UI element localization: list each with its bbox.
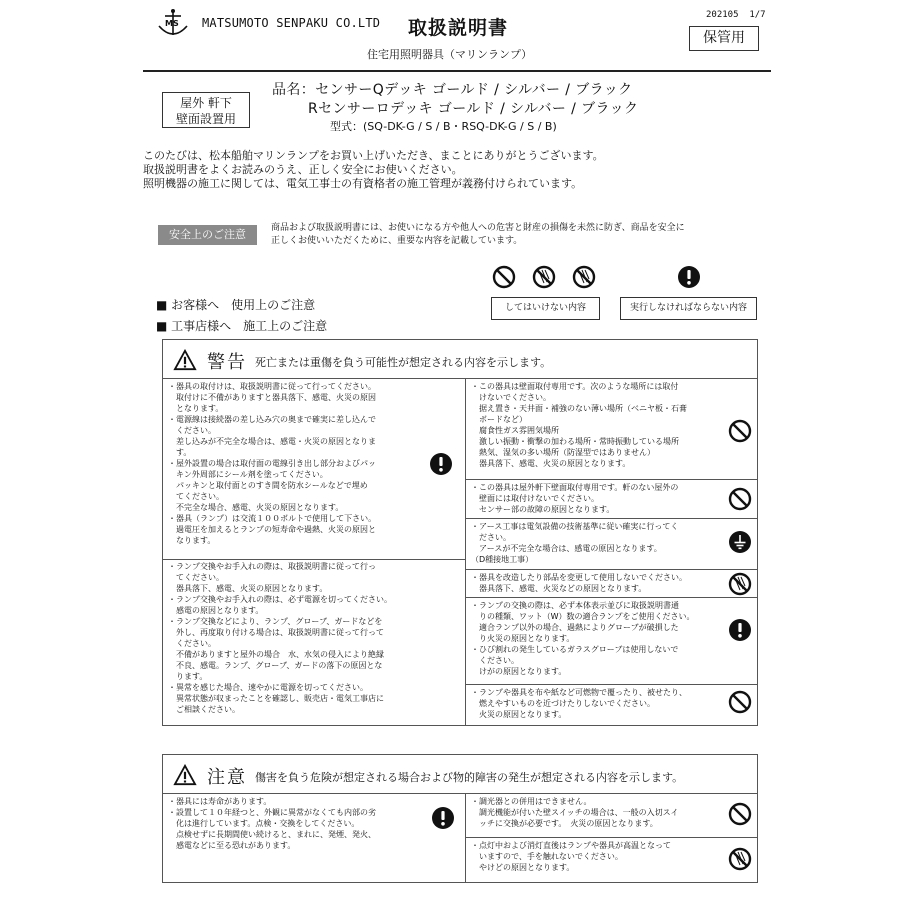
product-name-2: Rセンサーロデッキ ゴールド / シルバー / ブラック <box>308 101 639 117</box>
caution-left-text: ・器具には寿命があります。 ・設置して１０年経つと、外観に異常がなくても内部の劣 化は進行しています。点検・交換をしてください。 点検せずに長期間使い続けると、まれに、発煙、発火、 感電などに至る恐れがあります。 <box>168 797 376 850</box>
warning-triangle-icon <box>173 349 197 371</box>
caution-triangle-icon <box>173 764 197 786</box>
warning-right-text-3: ・アース工事は電気設備の技術基準に従い確実に行ってく ださい。 アースが不完全な場合は、感電の原因となります。 （D種接地工事） <box>471 522 679 564</box>
prohibit-hatch-icon <box>532 265 556 289</box>
prohibit-hatch-icon <box>728 847 752 871</box>
caution-title: 注意 <box>207 767 247 788</box>
caution-left-cell <box>162 793 466 883</box>
warning-left-text-1: ・器具の取付けは、取扱説明書に従って行ってください。 取付けに不備がありますと器具落下、感電、火災の原因 となります。 ・電源線は接続器の差し込み穴の奥まで確実に差し込んで ください。 差し込みが不完全な場合は、感電・火災の原因となりま す。 ・屋外設置の場合は取付面の電線引き出し部分およびパッ キン外周部にシール剤を塗ってください。 パッキンと取付面とのすき間を防水シールなどで埋め てください。 不完全な場合、感電、火災の原因となります。 ・器具（ランプ）は交流１００ボルトで使用して下さい。 過電圧を加えるとランプの短寿命や過熱、火災の原因と なります。 <box>168 382 377 545</box>
prohibit-legend-box <box>491 297 600 320</box>
caution-right-text-2: ・点灯中および消灯直後はランプや器具が高温となって いますので、手を触れないでください。 やけどの原因となります。 <box>471 841 671 872</box>
warning-left-cell-1 <box>162 378 466 560</box>
keep-badge <box>689 26 759 51</box>
safety-text: 商品および取扱説明書には、お使いになる方や他人への危害と財産の損傷を未然に防ぎ、商品を安全に 正しくお使いいただくために、重要な内容を記載しています。 <box>271 223 685 246</box>
warning-right-cell-6 <box>465 684 758 726</box>
document-title: 取扱説明書 <box>408 17 509 39</box>
ground-icon <box>728 530 752 554</box>
prohibit-icon <box>728 419 752 443</box>
must-icon <box>677 265 701 289</box>
prohibit-icon <box>728 690 752 714</box>
intro-line-3: 照明機器の施工に関しては、電気工事士の有資格者の施工管理が義務付けられています。 <box>143 177 583 190</box>
doc-code: 202105 1/7 <box>706 10 766 20</box>
location-line1: 屋外 軒下 <box>180 96 232 110</box>
warning-right-text-4: ・器具を改造したり部品を変更して使用しないでください。 器具落下、感電、火災などの原因となります。 <box>471 573 687 593</box>
warning-right-text-6: ・ランプや器具を布や紙など可燃物で覆ったり、被せたり、 燃えやすいものを近づけたりしないでください。 火災の原因となります。 <box>471 688 687 719</box>
intro-line-1: このたびは、松本船舶マリンランプをお買い上げいただき、まことにありがとうございます。 <box>143 149 604 162</box>
legend-customer: ■ お客様へ 使用上のご注意 <box>156 298 316 312</box>
company-name: MATSUMOTO SENPAKU CO.LTD <box>202 16 381 30</box>
caution-description: 傷害を負う危険が想定される場合および物的障害の発生が想定される内容を示します。 <box>255 771 684 784</box>
warning-title: 警告 <box>207 352 247 373</box>
must-legend-box <box>620 297 757 320</box>
prohibit-hatch-icon <box>728 572 752 596</box>
legend-installer: ■ 工事店様へ 施工上のご注意 <box>156 319 328 333</box>
location-line2: 壁面設置用 <box>175 112 236 126</box>
warning-description: 死亡または重傷を負う可能性が想定される内容を示します。 <box>255 356 552 369</box>
prohibit-hatch-icon-2 <box>572 265 596 289</box>
warning-left-text-2: ・ランプ交換やお手入れの際は、取扱説明書に従って行っ てください。 器具落下、感電、火災の原因となります。 ・ランプ交換やお手入れの際は、必ず電源を切ってください。 感電の原因となります。 ・ランプ交換などにより、ランプ、グローブ、ガードなどを 外し、再度取り付ける場合は、取扱説明書に従って行って ください。 不備がありますと屋外の場合 水、水気の侵入により絶縁 不良、感電。ランプ、グローブ、ガードの落下の原因とな ります。 ・異常を感じた場合、速やかに電源を切ってください。 異常状態が収まったことを確認し、販売店・電気工事店に ご相談ください。 <box>168 562 392 714</box>
logo-text: MS <box>165 19 179 28</box>
prohibit-legend-label: してはいけない内容 <box>504 303 586 313</box>
warning-right-cell-1 <box>465 378 758 480</box>
warning-right-text-5: ・ランプの交換の際は、必ず本体表示並びに取扱説明書通 りの種類、ワット（W）数の適合ランプをご使用ください。 適合ランプ以外の場合、過熱によりグローブが破損した り火災の原因となります。 ・ひび割れの発生しているガラスグローブは使用しないで ください。 けがの原因となります。 <box>471 601 695 676</box>
prohibit-icon <box>492 265 516 289</box>
prohibit-icon <box>728 487 752 511</box>
caution-right-cell-1 <box>465 793 758 838</box>
location-badge <box>162 92 250 128</box>
caution-right-text-1: ・調光器との併用はできません。 調光機能が付いた壁スイッチの場合は、一般の入切スイ ッチに交換が必要です。 火災の原因となります。 <box>471 797 679 828</box>
must-legend-label: 実行しなければならない内容 <box>629 303 747 313</box>
warning-right-text-2: ・この器具は屋外軒下壁面取付専用です。軒のない屋外の 壁面には取付けないでください。 センサー部の故障の原因となります。 <box>471 483 679 514</box>
product-name-1: 品名：センサーQデッキ ゴールド / シルバー / ブラック <box>272 82 633 98</box>
must-icon <box>429 452 453 476</box>
warning-left-cell-2 <box>162 559 466 726</box>
warning-right-cell-2 <box>465 479 758 519</box>
warning-header <box>162 339 758 379</box>
must-icon <box>728 618 752 642</box>
caution-header <box>162 754 758 794</box>
caution-right-cell-2 <box>465 837 758 883</box>
warning-right-text-1: ・この器具は壁面取付専用です。次のような場所には取付 けないでください。 据え置き・天井面・補強のない薄い場所（ベニヤ板・石膏 ボードなど） 腐食性ガス雰囲気場所 激しい振動・衝撃の加わる場所・常時振動している場所 熱気、湿気の多い場所（防湿型ではありません） 器具落下、感電、火災の原因となります。 <box>471 382 687 468</box>
product-model: 型式：(SQ-DK-G / S / B・RSQ-DK-G / S / B) <box>330 120 557 133</box>
anchor-logo-icon <box>156 8 190 38</box>
header-divider <box>143 70 771 72</box>
intro-line-2: 取扱説明書をよくお読みのうえ、正しく安全にお使いください。 <box>143 163 463 176</box>
warning-right-cell-4 <box>465 569 758 598</box>
warning-right-cell-3 <box>465 518 758 570</box>
keep-label: 保管用 <box>703 30 745 46</box>
document-subtitle: 住宅用照明器具（マリンランプ） <box>367 48 533 61</box>
must-icon <box>431 806 455 830</box>
warning-right-cell-5 <box>465 597 758 685</box>
prohibit-icon <box>728 802 752 826</box>
safety-label: 安全上のご注意 <box>158 225 257 245</box>
